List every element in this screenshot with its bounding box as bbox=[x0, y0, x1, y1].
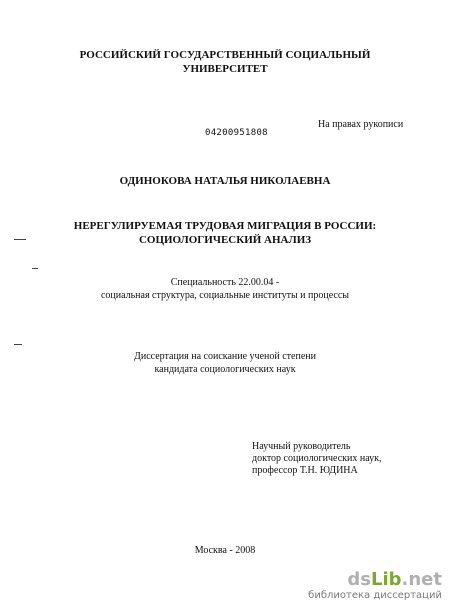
university-name bbox=[0, 48, 450, 76]
city-year: Москва - 2008 bbox=[194, 545, 256, 556]
degree-line1: Диссертация на соискание ученой степени bbox=[134, 351, 316, 362]
watermark-logo-net: .net bbox=[401, 569, 442, 590]
watermark-logo-lib: Lib bbox=[371, 569, 402, 590]
watermark-subtitle: библиотека диссертаций bbox=[308, 590, 442, 601]
dissertation-title bbox=[0, 219, 450, 247]
title-line1: НЕРЕГУЛИРУЕМАЯ ТРУДОВАЯ МИГРАЦИЯ В РОССИИ: bbox=[73, 220, 377, 232]
supervisor-line2: доктор социологических наук, bbox=[252, 453, 382, 464]
watermark bbox=[308, 571, 442, 603]
degree-line2: кандидата социологических наук bbox=[154, 364, 296, 375]
university-name-line1: РОССИЙСКИЙ ГОСУДАРСТВЕННЫЙ СОЦИАЛЬНЫЙ bbox=[79, 49, 371, 61]
supervisor-line3: профессор Т.Н. ЮДИНА bbox=[252, 465, 358, 476]
scan-mark bbox=[32, 268, 38, 269]
specialty-line2: социальная структура, социальные институты и процессы bbox=[100, 290, 350, 301]
university-name-line2: УНИВЕРСИТЕТ bbox=[182, 63, 268, 75]
scan-mark bbox=[14, 344, 22, 345]
specialty-block bbox=[0, 276, 450, 302]
watermark-logo bbox=[308, 571, 442, 589]
scan-mark bbox=[14, 239, 26, 240]
title-line2: СОЦИОЛОГИЧЕСКИЙ АНАЛИЗ bbox=[138, 234, 312, 246]
document-code: 04200951808 bbox=[205, 128, 268, 138]
author-name: ОДИНОКОВА НАТАЛЬЯ НИКОЛАЕВНА bbox=[119, 175, 331, 187]
specialty-line1: Специальность 22.00.04 - bbox=[170, 277, 280, 288]
degree-block bbox=[0, 350, 450, 376]
supervisor-block bbox=[252, 441, 382, 477]
manuscript-note: На правах рукописи bbox=[318, 119, 404, 130]
watermark-logo-ds: ds bbox=[347, 569, 371, 590]
supervisor-line1: Научный руководитель bbox=[252, 441, 351, 452]
